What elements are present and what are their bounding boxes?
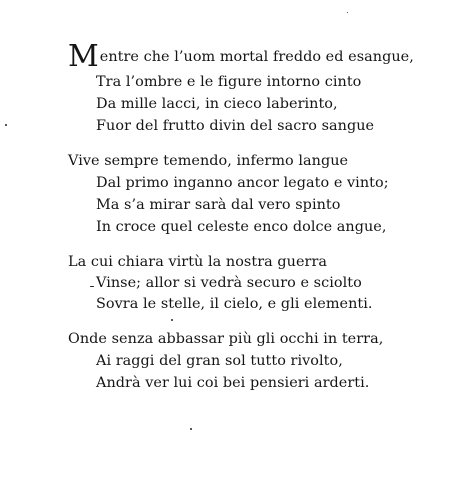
poem-line: Sovra le stelle, il cielo, e gli elementi. <box>96 296 373 312</box>
poem-line: Ma s’a mirar sarà dal vero spinto <box>96 197 341 213</box>
poem-line: Tra l’ombre e le figure intorno cinto <box>96 74 362 90</box>
poem-line-text: entre che l’uom mortal freddo ed esangue, <box>99 49 414 65</box>
poem-line: Onde senza abbassar più gli occhi in terra, <box>68 331 384 347</box>
drop-cap: M <box>68 39 99 74</box>
poem-line: In croce quel celeste enco dolce angue, <box>96 219 387 235</box>
poem-line: Andrà ver lui coi bei pensieri arderti. <box>96 375 370 391</box>
print-speck <box>347 12 348 13</box>
print-speck <box>171 319 173 321</box>
print-speck <box>190 428 192 430</box>
poem-line: Da mille lacci, in cieco laberinto, <box>96 96 338 112</box>
print-speck <box>90 286 94 287</box>
poem-line: Dal primo inganno ancor legato e vinto; <box>96 175 389 191</box>
poem-line: Vinse; allor si vedrà securo e sciolto <box>96 275 362 291</box>
poem-line: La cui chiara virtù la nostra guerra <box>68 254 328 270</box>
poem-line: Fuor del frutto divin del sacro sangue <box>96 118 375 134</box>
poem-line: Vive sempre temendo, infermo langue <box>68 153 349 169</box>
poem-line: Ai raggi del gran sol tutto rivolto, <box>96 353 343 369</box>
print-speck <box>5 124 7 126</box>
poem-line <box>68 39 414 74</box>
